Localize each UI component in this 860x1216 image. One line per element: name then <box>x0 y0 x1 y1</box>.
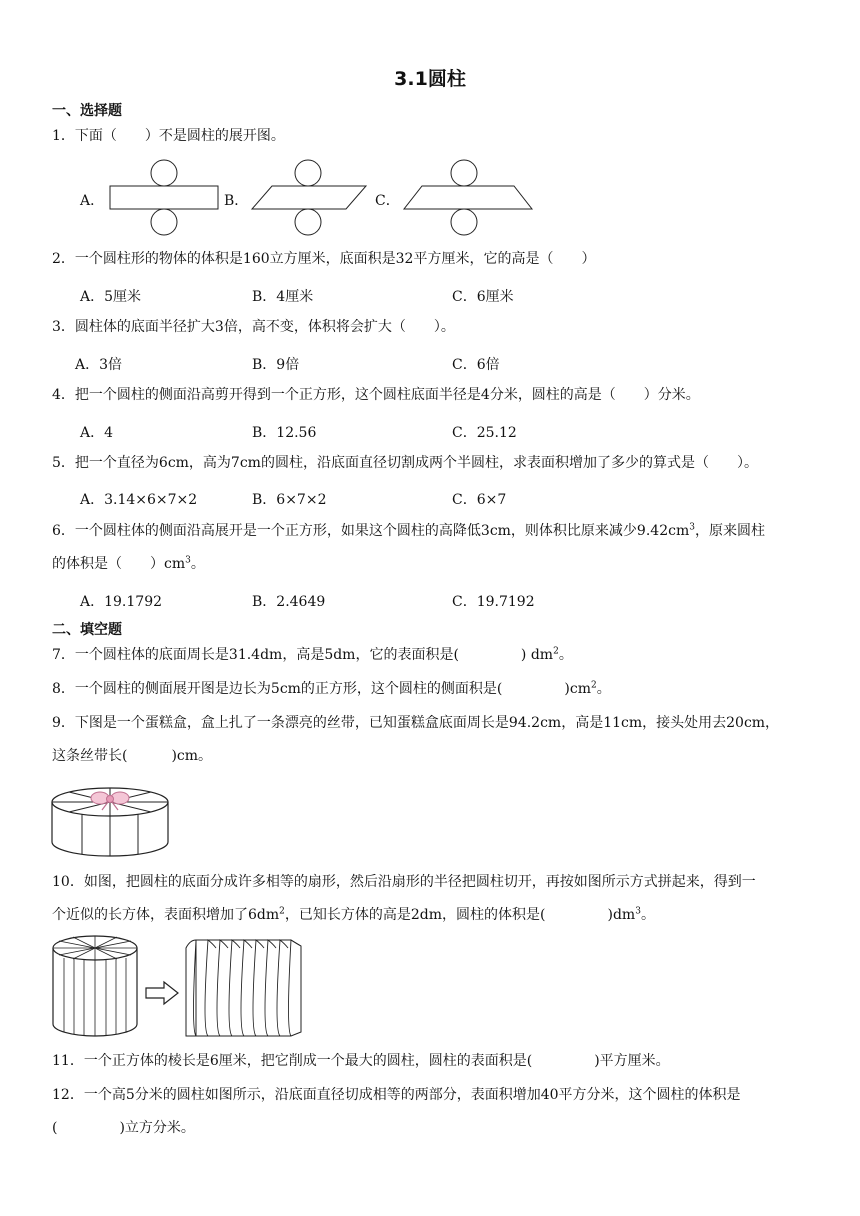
q4-option-b: B．12.56 <box>252 425 317 441</box>
cylinder-to-cuboid-figure <box>50 932 310 1040</box>
q1-figure-b <box>250 158 370 236</box>
question-10-line-1: 10．如图，把圆柱的底面分成许多相等的扇形，然后沿扇形的半径把圆柱切开，再按如图所示方式拼起来，得到一 <box>52 874 756 890</box>
question-1: 1．下面（ ）不是圆柱的展开图。 <box>52 128 285 144</box>
question-9-line-2: 这条丝带长( )cm。 <box>52 748 213 764</box>
q2-option-c: C．6厘米 <box>452 289 514 305</box>
question-5: 5．把一个直径为6cm，高为7cm的圆柱，沿底面直径切割成两个半圆柱，求表面积增加了多少的算式是（ ）。 <box>52 455 758 471</box>
page-title: 3.1圆柱 <box>394 68 466 90</box>
question-10-line-2: 个近似的长方体，表面积增加了$6dm^2$，已知长方体的高是2dm，圆柱的体积是( )$dm^3$。 <box>52 906 655 923</box>
q2-option-b: B．4厘米 <box>252 289 314 305</box>
question-9-line-1: 9．下图是一个蛋糕盒，盒上扎了一条漂亮的丝带，已知蛋糕盒底面周长是94.2cm，高是11cm，接头处用去20cm， <box>52 715 780 731</box>
question-12-line-2: ( )立方分米。 <box>52 1120 195 1136</box>
q5-option-b: B．6×7×2 <box>252 492 327 508</box>
question-6-line-1: 6．一个圆柱体的侧面沿高展开是一个正方形，如果这个圆柱的高降低3cm，则体积比原来减少$9.42cm^3$，原来圆柱 <box>52 522 765 539</box>
question-2: 2．一个圆柱形的物体的体积是160立方厘米，底面积是32平方厘米，它的高是（ ） <box>52 251 596 267</box>
q6-option-c: C．19.7192 <box>452 594 535 610</box>
q5-option-a: A．3.14×6×7×2 <box>80 492 198 508</box>
section-heading-choice: 一、选择题 <box>52 103 122 119</box>
question-8: 8．一个圆柱的侧面展开图是边长为5cm的正方形，这个圆柱的侧面积是( )$cm^2$。 <box>52 680 611 697</box>
q3-option-b: B．9倍 <box>252 357 300 373</box>
q6-option-a: A．19.1792 <box>80 594 163 610</box>
q1-figure-c <box>402 158 534 236</box>
question-4: 4．把一个圆柱的侧面沿高剪开得到一个正方形，这个圆柱底面半径是4分米，圆柱的高是（ ）分米。 <box>52 387 700 403</box>
q1-option-c-label: C． <box>375 193 400 209</box>
section-heading-fill: 二、填空题 <box>52 622 122 638</box>
question-3: 3．圆柱体的底面半径扩大3倍，高不变，体积将会扩大（ ）。 <box>52 319 455 335</box>
question-6-line-2: 的体积是（ ）$cm^3$。 <box>52 555 205 572</box>
question-12-line-1: 12．一个高5分米的圆柱如图所示，沿底面直径切成相等的两部分，表面积增加40平方分米，这个圆柱的体积是 <box>52 1087 741 1103</box>
q1-figure-a <box>108 158 220 236</box>
q2-option-a: A．5厘米 <box>80 289 142 305</box>
q4-option-a: A．4 <box>80 425 114 441</box>
question-11: 11．一个正方体的棱长是6厘米，把它削成一个最大的圆柱，圆柱的表面积是( )平方厘米。 <box>52 1053 670 1069</box>
q1-option-b-label: B． <box>224 193 249 209</box>
q3-option-a: A．3倍 <box>75 357 123 373</box>
q5-option-c: C．6×7 <box>452 492 507 508</box>
q3-option-c: C．6倍 <box>452 357 500 373</box>
q6-option-b: B．2.4649 <box>252 594 326 610</box>
cake-box-figure <box>50 780 170 860</box>
q1-option-a-label: A． <box>80 193 105 209</box>
q4-option-c: C．25.12 <box>452 425 517 441</box>
question-7: 7．一个圆柱体的底面周长是31.4dm，高是5dm，它的表面积是( ) $dm^2$。 <box>52 646 573 663</box>
